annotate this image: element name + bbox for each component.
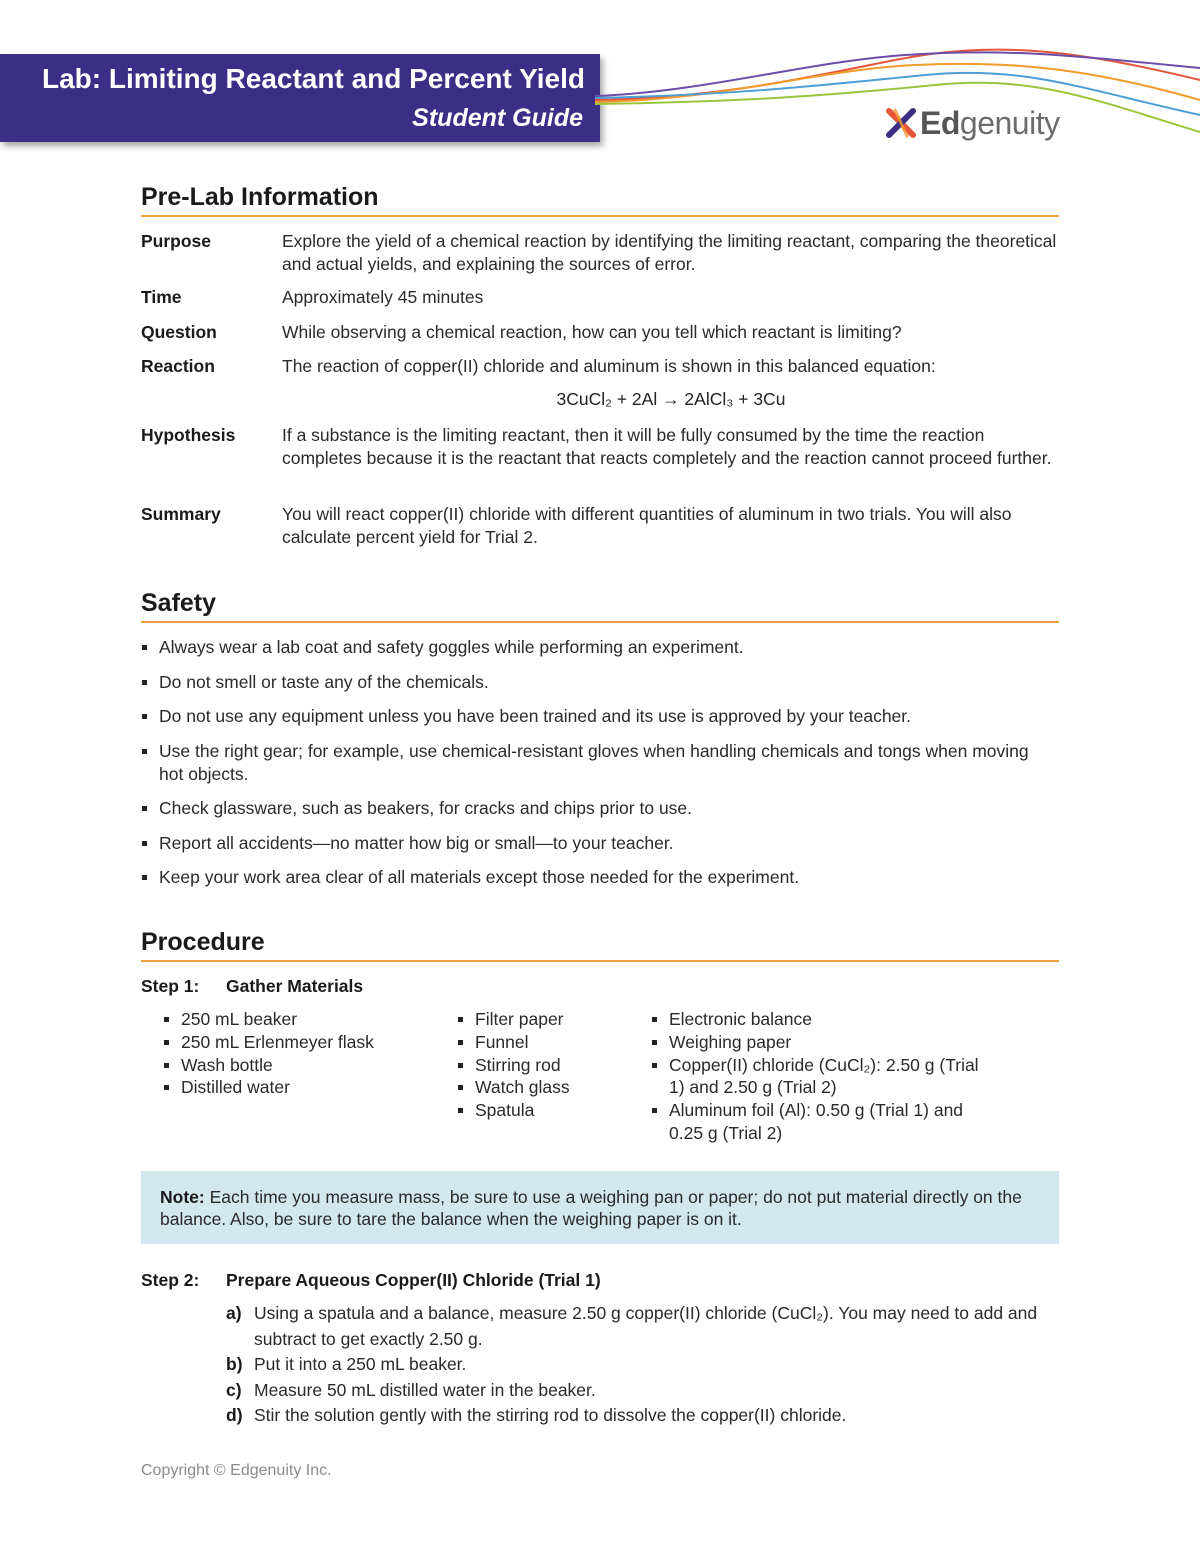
- materials-column-1: [161, 1008, 441, 1099]
- list-item: Watch glass: [455, 1076, 635, 1099]
- purpose-label: Purpose: [141, 231, 212, 251]
- document-title: Lab: Limiting Reactant and Percent Yield: [42, 63, 585, 94]
- time-text: Approximately 45 minutes: [282, 287, 484, 307]
- reaction-label: Reaction: [141, 356, 215, 376]
- item-text: Using a spatula and a balance, measure 2.50 g copper(II) chloride (CuCl₂). You may need to add and subtract to get exactly 2.50 g.: [254, 1303, 1038, 1349]
- list-item: Aluminum foil (Al): 0.50 g (Trial 1) and 0.25 g (Trial 2): [649, 1099, 979, 1145]
- list-item: Use the right gear; for example, use chemical-resistant gloves when handling chemicals and tongs when moving hot objects.: [141, 740, 1041, 786]
- note-box: [141, 1171, 1059, 1244]
- hypothesis-label: Hypothesis: [141, 425, 236, 445]
- step-2-heading: [141, 1270, 601, 1291]
- list-item: [226, 1403, 1046, 1429]
- list-item: Keep your work area clear of all materials except those needed for the experiment.: [141, 866, 1041, 889]
- list-item: [226, 1352, 1046, 1378]
- edgenuity-logo: [885, 103, 1060, 143]
- step-title: Gather Materials: [226, 976, 364, 996]
- summary-text: You will react copper(II) chloride with different quantities of aluminum in two trials. You will also calculate percent yield for Trial 2.: [282, 504, 1012, 547]
- list-item: Copper(II) chloride (CuCl₂): 2.50 g (Trial 1) and 2.50 g (Trial 2): [649, 1054, 979, 1100]
- list-item: Funnel: [455, 1031, 635, 1054]
- document-subtitle: Student Guide: [412, 104, 583, 132]
- list-item: Electronic balance: [649, 1008, 979, 1031]
- safety-heading: Safety: [141, 589, 1059, 623]
- step-title: Prepare Aqueous Copper(II) Chloride (Trial 1): [226, 1270, 601, 1290]
- procedure-heading: Procedure: [141, 928, 1059, 962]
- question-label: Question: [141, 322, 217, 342]
- list-item: Weighing paper: [649, 1031, 979, 1054]
- item-letter: b): [226, 1354, 243, 1374]
- list-item: Distilled water: [161, 1076, 441, 1099]
- list-item: 250 mL beaker: [161, 1008, 441, 1031]
- list-item: [226, 1301, 1046, 1352]
- purpose-text: Explore the yield of a chemical reaction by identifying the limiting reactant, comparing the theoretical and actual yields, and explaining the sources of error.: [282, 231, 1057, 274]
- reaction-text: The reaction of copper(II) chloride and aluminum is shown in this balanced equation:: [282, 356, 936, 376]
- list-item: Always wear a lab coat and safety goggles while performing an experiment.: [141, 636, 1041, 659]
- hypothesis-text: If a substance is the limiting reactant, then it will be fully consumed by the time the reaction completes because it is the reactant that reacts completely and the reaction cannot proceed further.: [282, 425, 1052, 468]
- step-1-heading: [141, 976, 363, 997]
- logo-wordmark: Edgenuity: [920, 104, 1060, 141]
- step-number: Step 1:: [141, 976, 200, 996]
- note-text: Each time you measure mass, be sure to use a weighing pan or paper; do not put material directly on the balance. Also, be sure to tare the balance when the weighing paper is on it.: [160, 1187, 1022, 1229]
- item-text: Measure 50 mL distilled water in the beaker.: [254, 1379, 596, 1400]
- prelab-heading: Pre-Lab Information: [141, 183, 1059, 217]
- safety-list: [141, 636, 1041, 901]
- question-text: While observing a chemical reaction, how can you tell which reactant is limiting?: [282, 322, 902, 342]
- list-item: Report all accidents—no matter how big or small—to your teacher.: [141, 832, 1041, 855]
- summary-label: Summary: [141, 504, 221, 524]
- list-item: Do not use any equipment unless you have been trained and its use is approved by your teacher.: [141, 705, 1041, 728]
- edgenuity-logo-icon: [885, 107, 917, 139]
- list-item: Check glassware, such as beakers, for cracks and chips prior to use.: [141, 797, 1041, 820]
- item-letter: a): [226, 1303, 242, 1323]
- time-label: Time: [141, 287, 182, 307]
- list-item: 250 mL Erlenmeyer flask: [161, 1031, 441, 1054]
- step-2-list: [226, 1301, 1046, 1429]
- list-item: Do not smell or taste any of the chemicals.: [141, 671, 1041, 694]
- balanced-equation: 3CuCl₂ + 2Al → 2AlCl₃ + 3Cu: [556, 389, 786, 409]
- note-label: Note:: [160, 1187, 205, 1207]
- list-item: Spatula: [455, 1099, 635, 1122]
- copyright-footer: Copyright © Edgenuity Inc.: [141, 1462, 332, 1479]
- header-banner: [0, 54, 600, 142]
- materials-column-2: [455, 1008, 635, 1122]
- item-text: Stir the solution gently with the stirring rod to dissolve the copper(II) chloride.: [254, 1405, 847, 1425]
- step-number: Step 2:: [141, 1270, 200, 1290]
- list-item: Wash bottle: [161, 1054, 441, 1077]
- list-item: Filter paper: [455, 1008, 635, 1031]
- item-text: Put it into a 250 mL beaker.: [254, 1354, 467, 1374]
- list-item: Stirring rod: [455, 1054, 635, 1077]
- item-letter: d): [226, 1405, 243, 1425]
- materials-column-3: [649, 1008, 979, 1145]
- item-letter: c): [226, 1379, 242, 1400]
- list-item: [226, 1378, 1046, 1404]
